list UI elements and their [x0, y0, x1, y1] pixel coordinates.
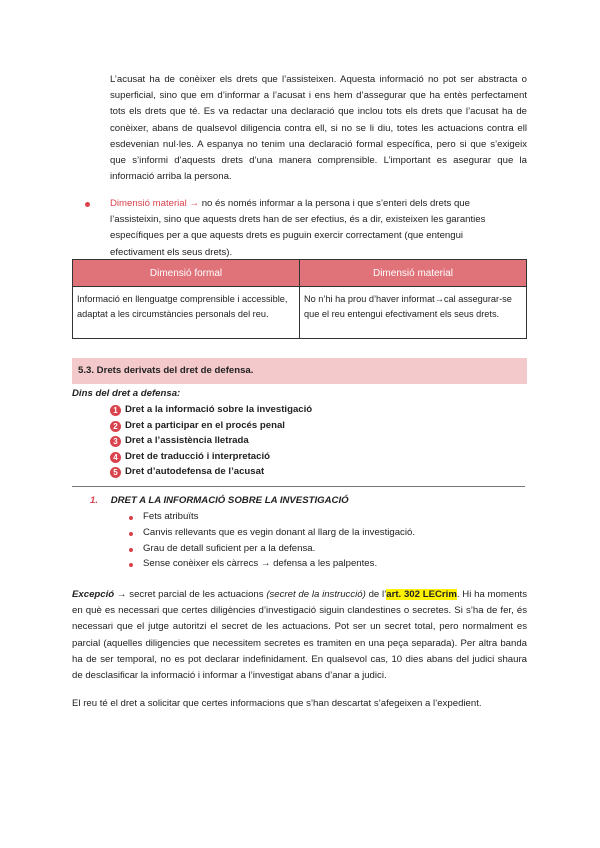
divider — [72, 486, 525, 487]
list-item-label: Dret a l’assistència lletrada — [125, 435, 249, 446]
subsection-number: 1. — [90, 495, 99, 506]
bullet-arrow: → — [186, 198, 202, 209]
list-item — [110, 466, 264, 478]
bullet-dot-icon — [129, 548, 133, 552]
subsection-heading — [90, 495, 349, 506]
bullet-dot-icon — [129, 516, 133, 520]
intro-paragraph: L’acusat ha de conèixer els drets que l’assisteixen. Aquesta informació no pot ser abstracta o superficial, sino que em d’informar a l’acusat i ens hem d’assegurar que ha entès perfectament tots els drets que té. Es va redactar una declaració que inclou tots els drets que l’acusat ha de conèixer, abans de qualsevol diligencia contra ell, si no se li diu, totes les actuacions contra ell esdevenian nul·les. A espanya no tenim una declaració formal específica, pero si que s’exigeix que s’informi d’aquests drets d’una manera comprensible. L’important es asegurar que la informació arriba la persona. — [110, 74, 527, 183]
list-item: Canvis rellevants que es vegin donant al llarg de la investigació. — [143, 527, 415, 538]
subsection-title: DRET A LA INFORMACIÓ SOBRE LA INVESTIGACIÓ — [110, 495, 349, 506]
table-row — [73, 287, 527, 339]
list-item-label: Dret d’autodefensa de l’acusat — [125, 466, 265, 477]
list-item: Fets atribuïts — [143, 511, 199, 522]
list-item — [110, 435, 249, 447]
number-5-icon: 5 — [110, 467, 121, 478]
number-2-icon: 2 — [110, 421, 121, 432]
table-cell: Informació en llenguatge comprensible i accessible, adaptat a les circumstàncies personals del reu. — [73, 287, 300, 339]
table-header: Dimensió formal — [73, 260, 300, 287]
table-header-row — [73, 260, 527, 287]
table-header: Dimensió material — [300, 260, 527, 287]
exception-text-b: de l’ — [365, 589, 387, 600]
exception-text-c: . Hi ha moments en què es necessari que certes diligències d’investigació siguin clandestines o secretes. Si s’ha de fer, és necessari que el jutge autoritzi el secret de les actuacions. Pot ser un secret total, pero normalment es parcial (aquelles diligencies que necessitem secretes es tramiten en una peça separada). Per altra banda ha de ser temporal, no es pot declarar indefinidament. En qualsevol cas, 10 dies abans del judici shaura de desclasificar la informació i informar a l’investigat abans d’anar a judici. — [72, 589, 528, 682]
exception-italic: (secret de la instrucció) — [266, 589, 366, 600]
dimension-table — [72, 259, 527, 339]
exception-label: Excepció — [72, 589, 115, 600]
number-1-icon: 1 — [110, 405, 121, 416]
bullet-text: no és només informar a la persona i que s’enteri dels drets que l’assisteixin, sino que aquests drets han de ser efectius, és a dir, existeixen les garanties específiques per a que aquests drets es puguin exercir correctament (que entengui efectivament els seus drets). — [110, 198, 486, 258]
list-item: Sense conèixer els càrrecs → defensa a les palpentes. — [143, 558, 378, 569]
number-4-icon: 4 — [110, 452, 121, 463]
number-3-icon: 3 — [110, 436, 121, 447]
bullet-dot-icon — [129, 563, 133, 567]
bullet-dot-icon — [85, 202, 90, 207]
law-reference: art. 302 LECrim — [386, 589, 457, 600]
section-title: 5.3. Drets derivats del dret de defensa. — [78, 365, 254, 376]
list-item: Grau de detall suficient per a la defensa. — [143, 543, 316, 554]
list-item-label: Dret a participar en el procés penal — [125, 420, 285, 431]
exception-text-a: secret parcial de les actuacions — [129, 589, 267, 600]
list-item-label: Dret de traducció i interpretació — [125, 451, 271, 462]
final-line: El reu té el dret a solicitar que certes informacions que s’han descartat s’afegeixen a l’expedient. — [72, 698, 482, 709]
dimensio-material-bullet — [110, 196, 518, 261]
bullet-label: Dimensió material — [110, 198, 187, 209]
exception-paragraph — [72, 587, 527, 684]
list-item-label: Dret a la informació sobre la investigació — [125, 404, 313, 415]
bullet-dot-icon — [129, 532, 133, 536]
list-item — [110, 420, 285, 432]
list-item — [110, 451, 270, 463]
section-intro: Dins del dret a defensa: — [72, 388, 181, 399]
exception-arrow: → — [114, 589, 130, 600]
list-item — [110, 404, 312, 416]
table-cell: No n’hi ha prou d’haver informat→cal assegurar-se que el reu entengui efectivament els seus drets. — [300, 287, 527, 339]
